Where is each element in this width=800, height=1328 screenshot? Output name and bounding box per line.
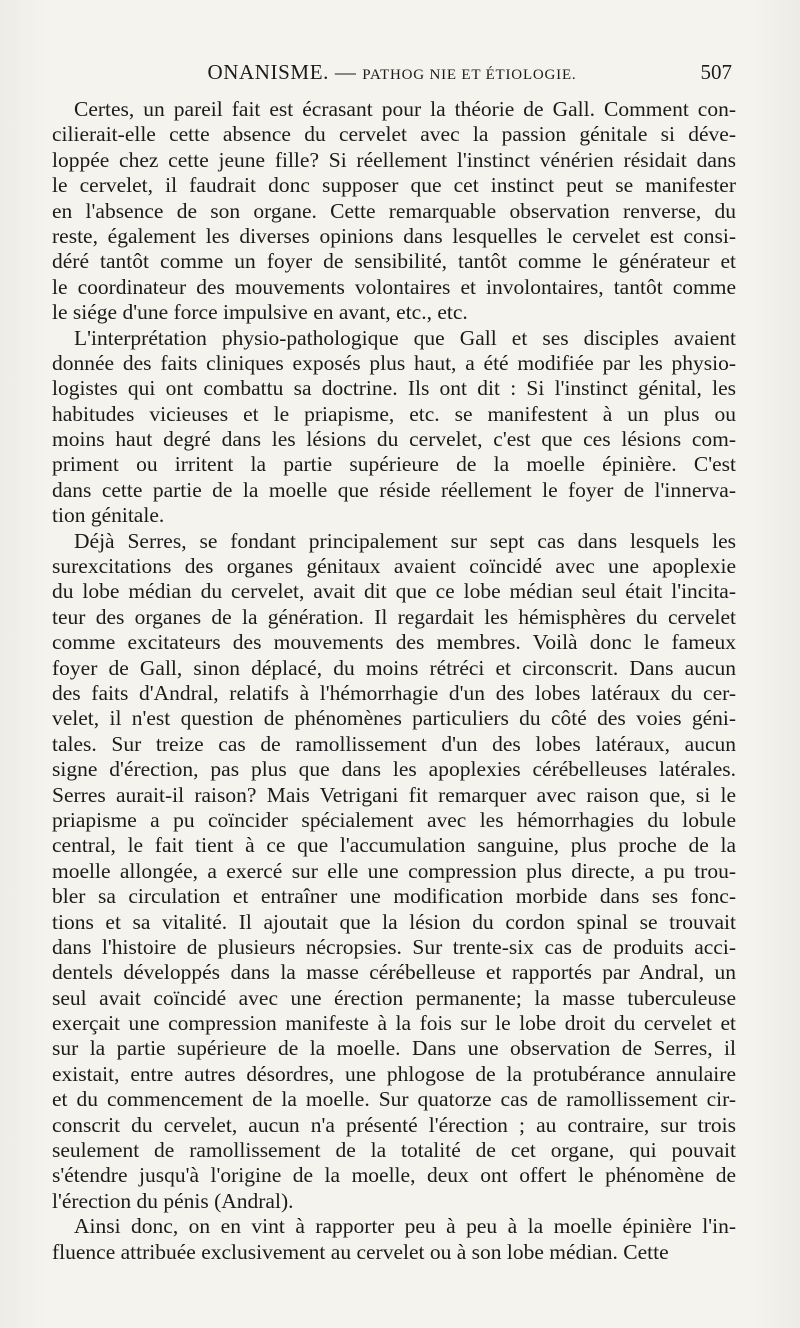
running-header bbox=[52, 60, 732, 90]
text-line: dans l'histoire de plusieurs nécropsies. Sur trente-six cas de produits acci- bbox=[52, 934, 736, 959]
text-line: en l'absence de son organe. Cette remarquable observation renverse, du bbox=[52, 198, 736, 223]
text-line: seulement de ramollissement de la totalité de cet organe, qui pouvait bbox=[52, 1138, 736, 1163]
text-line: moelle allongée, a exercé sur elle une compression plus directe, a pu trou- bbox=[52, 858, 736, 883]
text-line: Ainsi donc, on en vint à rapporter peu à peu à la moelle épinière l'in- bbox=[74, 1214, 736, 1239]
paragraph bbox=[52, 1214, 736, 1265]
page-number: 507 bbox=[700, 60, 732, 84]
text-line: sur la partie supérieure de la moelle. Dans une observation de Serres, il bbox=[52, 1036, 736, 1061]
paragraph bbox=[52, 529, 736, 1215]
text-line: reste, également les diverses opinions dans lesquelles le cervelet est consi- bbox=[52, 223, 736, 248]
text-line: Déjà Serres, se fondant principalement sur sept cas dans lesquels les bbox=[74, 528, 736, 553]
text-line: déré tantôt comme un foyer de sensibilité, tantôt comme le générateur et bbox=[52, 249, 736, 274]
text-line: fluence attribuée exclusivement au cervelet ou à son lobe médian. Cette bbox=[52, 1239, 669, 1264]
text-line: seul avait coïncidé avec une érection permanente; la masse tuberculeuse bbox=[52, 985, 736, 1010]
text-line: tions et sa vitalité. Il ajoutait que la lésion du cordon spinal se trouvait bbox=[52, 909, 736, 934]
text-line: dans cette partie de la moelle que réside réellement le foyer de l'innerva- bbox=[52, 477, 736, 502]
text-line: teur des organes de la génération. Il regardait les hémisphères du cervelet bbox=[52, 604, 736, 629]
text-line: existait, entre autres désordres, une phlogose de la protubérance annulaire bbox=[52, 1061, 736, 1086]
text-line: s'étendre jusqu'à l'origine de la moelle, deux ont offert le phénomène de bbox=[52, 1163, 736, 1188]
text-line: le cervelet, il faudrait donc supposer que cet instinct peut se manifester bbox=[52, 173, 736, 198]
text-line: cilierait-elle cette absence du cervelet avec la passion génitale si déve- bbox=[52, 122, 736, 147]
running-title-subtitle: PATHOG NIE ET ÉTIOLOGIE. bbox=[362, 67, 577, 83]
text-line: comme excitateurs des mouvements des membres. Voilà donc le fameux bbox=[52, 630, 736, 655]
text-line: priapisme a pu coïncider spécialement avec les hémorrhagies du lobule bbox=[52, 807, 736, 832]
body-text bbox=[52, 97, 736, 1265]
text-line: foyer de Gall, sinon déplacé, du moins rétréci et circonscrit. Dans aucun bbox=[52, 655, 736, 680]
text-line: tion génitale. bbox=[52, 503, 165, 528]
text-line: habitudes vicieuses et le priapisme, etc. se manifestent à un plus ou bbox=[52, 401, 736, 426]
text-line: logistes qui ont combattu sa doctrine. Ils ont dit : Si l'instinct génital, les bbox=[52, 376, 736, 401]
text-line: l'érection du pénis (Andral). bbox=[52, 1188, 294, 1213]
text-line: tales. Sur treize cas de ramollissement d'un des lobes latéraux, aucun bbox=[52, 731, 736, 756]
text-line: donnée des faits cliniques exposés plus haut, a été modifiée par les physio- bbox=[52, 350, 736, 375]
paragraph bbox=[52, 97, 736, 326]
text-line: velet, il n'est question de phénomènes particuliers du côté des voies géni- bbox=[52, 706, 736, 731]
text-line: bler sa circulation et entraîner une modification morbide dans ses fonc- bbox=[52, 884, 736, 909]
running-title bbox=[52, 60, 732, 85]
paragraph bbox=[52, 326, 736, 529]
text-line: signe d'érection, pas plus que dans les apoplexies cérébelleuses latérales. bbox=[52, 757, 736, 782]
text-line: le coordinateur des mouvements volontaires et involontaires, tantôt comme bbox=[52, 274, 736, 299]
text-line: loppée chez cette jeune fille? Si réellement l'instinct vénérien résidait dans bbox=[52, 147, 736, 172]
text-line: Certes, un pareil fait est écrasant pour la théorie de Gall. Comment con- bbox=[74, 97, 736, 121]
text-line: du lobe médian du cervelet, avait dit que ce lobe médian seul était l'incita- bbox=[52, 579, 736, 604]
text-line: conscrit du cervelet, aucun n'a présenté l'érection ; au contraire, sur trois bbox=[52, 1112, 736, 1137]
text-line: dentels développés dans la masse cérébelleuse et rapportés par Andral, un bbox=[52, 960, 736, 985]
text-line: central, le fait tient à ce que l'accumulation sanguine, plus proche de la bbox=[52, 833, 736, 858]
text-line: priment ou irritent la partie supérieure de la moelle épinière. C'est bbox=[52, 452, 736, 477]
text-line: le siége d'une force impulsive en avant, etc., etc. bbox=[52, 300, 468, 325]
text-line: moins haut degré dans les lésions du cervelet, c'est que ces lésions com- bbox=[52, 427, 736, 452]
text-line: surexcitations des organes génitaux avaient coïncidé avec une apoplexie bbox=[52, 554, 736, 579]
text-line: des faits d'Andral, relatifs à l'hémorrhagie d'un des lobes latéraux du cer- bbox=[52, 680, 736, 705]
text-line: Serres aurait-il raison? Mais Vetrigani fit remarquer avec raison que, si le bbox=[52, 782, 736, 807]
text-line: exerçait une compression manifeste à la fois sur le lobe droit du cervelet et bbox=[52, 1011, 736, 1036]
text-line: et du commencement de la moelle. Sur quatorze cas de ramollissement cir- bbox=[52, 1087, 736, 1112]
running-title-main: ONANISME. — bbox=[207, 60, 363, 84]
text-line: L'interprétation physio-pathologique que Gall et ses disciples avaient bbox=[74, 325, 736, 350]
